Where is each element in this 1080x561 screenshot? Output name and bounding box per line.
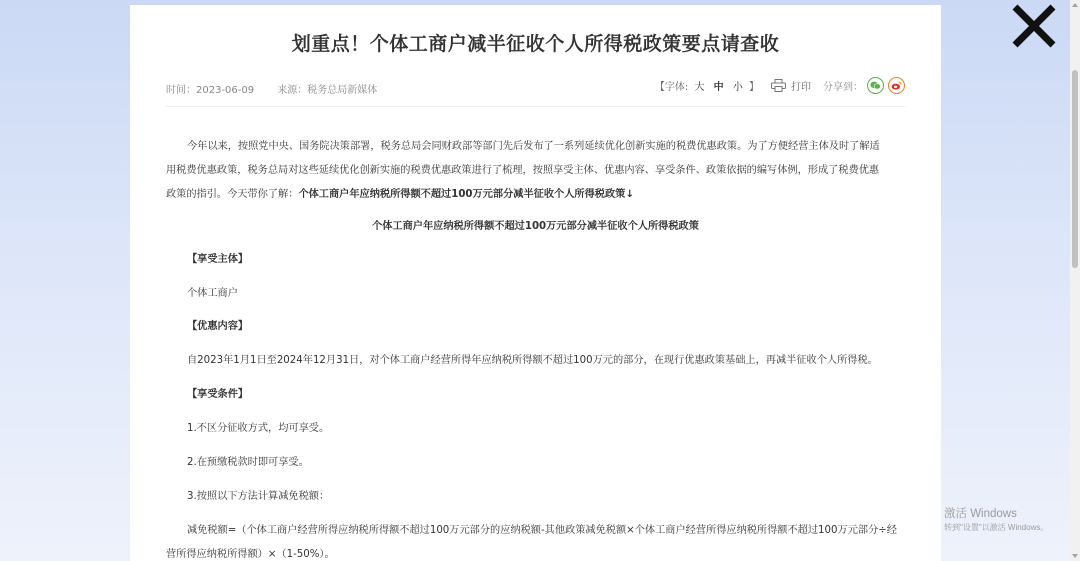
- formula-line-1: 减免税额=（个体工商户经营所得应纳税所得额不超过100万元部分的应纳税额-其他政策减免税额×个体工商户经营所得应纳税所得额不超过100万元部分÷经: [187, 525, 897, 536]
- policy-title: 个体工商户年应纳税所得额不超过100万元部分减半征收个人所得税政策: [372, 221, 699, 232]
- article-title: 划重点！个体工商户减半征收个人所得税政策要点请查收: [291, 33, 780, 55]
- share-label: 分享到：: [823, 82, 863, 93]
- article-source: 来源：税务总局新媒体: [277, 85, 378, 96]
- intro-line-1: 今年以来，按照党中央、国务院决策部署，税务总局会同财政部等部门先后发布了一系列延续优化创新实施的税费优惠政策。为了方便经营主体及时了解适: [187, 141, 880, 152]
- activation-title: 激活 Windows: [944, 508, 1017, 520]
- article-meta: [166, 81, 905, 107]
- formula-line-2: 营所得应纳税所得额）×（1-50%）。: [166, 549, 335, 560]
- publish-time: 时间：2023-06-09: [166, 85, 255, 96]
- scroll-up-arrow-icon[interactable]: [1072, 3, 1078, 7]
- font-size-label: 【字体:: [654, 82, 689, 93]
- intro-line-2: 用税费优惠政策，税务总局对这些延续优化创新实施的税费优惠政策进行了梳理，按照享受主体、优惠内容、享受条件、政策依据的编写体例，形成了税费优惠: [166, 165, 880, 176]
- font-size-large-button[interactable]: 大: [694, 82, 705, 93]
- windows-activation-watermark: [944, 505, 1048, 533]
- intro-line-3: [166, 183, 905, 207]
- activation-hint: 转到"设置"以激活 Windows。: [944, 523, 1049, 532]
- intro-highlight: 个体工商户年应纳税所得额不超过100万元部分减半征收个人所得税政策↓: [298, 189, 634, 200]
- font-size-medium-button[interactable]: 中: [713, 82, 724, 93]
- font-size-control: [655, 78, 759, 93]
- scroll-down-arrow-icon[interactable]: [1072, 554, 1078, 558]
- article-page: [130, 5, 941, 561]
- font-size-label-end: 】: [749, 82, 759, 93]
- print-button[interactable]: [771, 78, 811, 93]
- wechat-icon[interactable]: [867, 77, 884, 94]
- meta-info: [166, 81, 397, 96]
- meta-tools: [655, 77, 905, 94]
- print-label: 打印: [791, 82, 811, 93]
- intro-line-3-text: 政策的指引。今天带你了解：: [166, 189, 299, 200]
- condition-1: 1.不区分征收方式，均可享受。: [187, 423, 330, 434]
- condition-2: 2.在预缴税款时即可享受。: [187, 457, 309, 468]
- heading-content: 【优惠内容】: [187, 321, 249, 332]
- scrollbar-thumb[interactable]: [1072, 70, 1078, 268]
- vertical-scrollbar[interactable]: [1070, 0, 1080, 561]
- weibo-icon[interactable]: [888, 77, 905, 94]
- heading-subject: 【享受主体】: [187, 254, 249, 265]
- close-icon[interactable]: [1010, 4, 1058, 48]
- content-text: 自2023年1月1日至2024年12月31日，对个体工商户经营所得年应纳税所得额不超过100万元的部分，在现行优惠政策基础上，再减半征收个人所得税。: [187, 355, 878, 366]
- font-size-small-button[interactable]: 小: [732, 82, 743, 93]
- printer-icon: [771, 79, 786, 92]
- subject-text: 个体工商户: [187, 288, 238, 299]
- heading-conditions: 【享受条件】: [187, 389, 249, 400]
- condition-3: 3.按照以下方法计算减免税额：: [187, 491, 330, 502]
